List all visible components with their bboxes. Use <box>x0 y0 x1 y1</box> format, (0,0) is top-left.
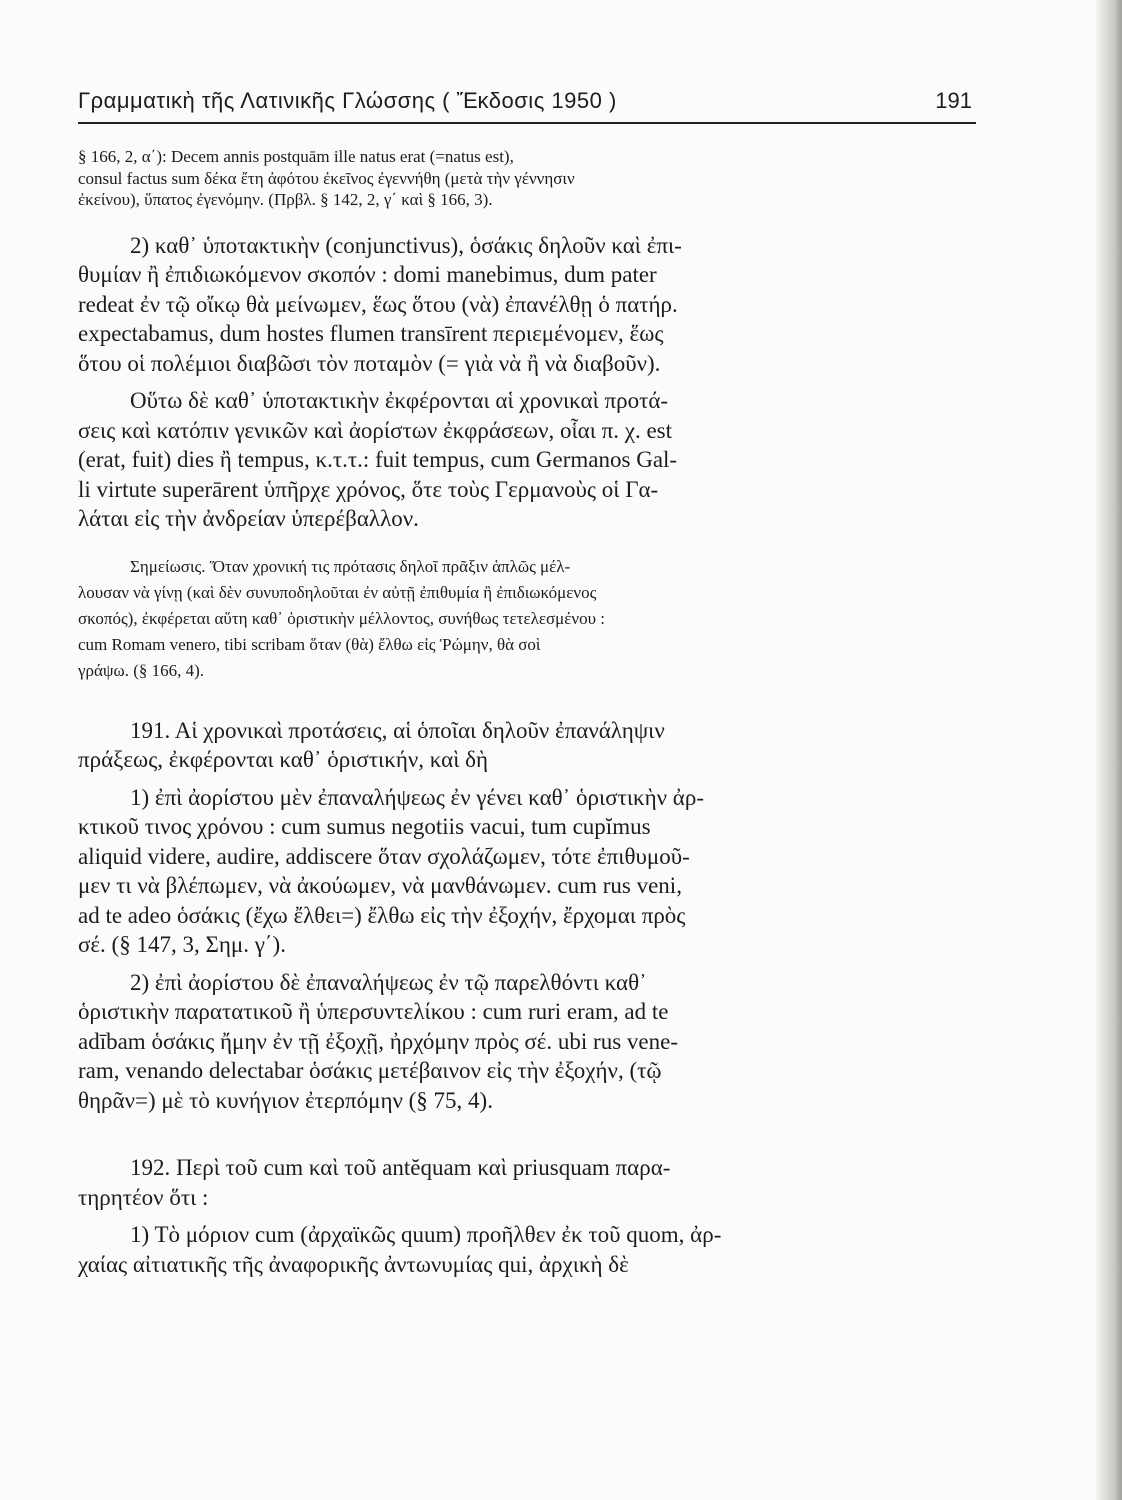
header-rule <box>78 122 976 124</box>
text-line: θηρᾶν=) μὲ τὸ κυνήγιον ἐτερπόμην (§ 75, 4). <box>78 1087 493 1113</box>
text-line: γράψω. (§ 166, 4). <box>78 660 205 680</box>
text-line: ὅτου οἱ πολέμιοι διαβῶσι τὸν ποταμὸν (= γιὰ νὰ ἢ νὰ διαβοῦν). <box>78 350 661 376</box>
text-line: μεν τι νὰ βλέπωμεν, νὰ ἀκούωμεν, νὰ μανθάνωμεν. cum rus veni, <box>78 873 682 898</box>
text-line: ad te adeo ὁσάκις (ἔχω ἔλθει=) ἔλθω εἰς τὴν ἐξοχήν, ἔρχομαι πρὸς <box>78 902 686 928</box>
text-line: λάται εἰς τὴν ἀνδρείαν ὑπερέβαλλον. <box>78 506 419 531</box>
text-line: adībam ὁσάκις ἤμην ἐν τῇ ἐξοχῇ, ἠρχόμην πρὸς σέ. ubi rus vene- <box>78 1028 678 1054</box>
text-line: κτικοῦ τινος χρόνου : cum sumus negotiis vacui, tum cupĭmus <box>78 814 651 839</box>
text-line: redeat ἐν τῷ οἴκῳ θὰ μείνωμεν, ἕως ὅτου (νὰ) ἐπανέλθῃ ὁ πατήρ. <box>78 291 678 317</box>
section-heading-line: 192. Περὶ τοῦ cum καὶ τοῦ antĕquam καὶ priusquam παρα- <box>130 1155 671 1180</box>
text-line: li virtute superārent ὑπῆρχε χρόνος, ὅτε τοὺς Γερμανοὺς οἱ Γα- <box>78 476 659 502</box>
text-line: θυμίαν ἢ ἐπιδιωκόμενον σκοπόν : domi manebimus, dum pater <box>78 262 657 287</box>
page-body <box>78 146 976 1287</box>
text-line: cum Romam venero, tibi scribam ὅταν (θὰ) ἔλθω εἰς Ῥώμην, θὰ σοὶ <box>78 634 541 654</box>
text-line: ὁριστικὴν παρατατικοῦ ἢ ὑπερσυντελίκου : cum ruri eram, ad te <box>78 999 669 1024</box>
text-line: ram, venando delectabar ὁσάκις μετέβαινον εἰς τὴν ἐξοχήν, (τῷ <box>78 1058 662 1083</box>
paragraph-subjunctive <box>78 231 976 379</box>
text-line: τηρητέον ὅτι : <box>78 1184 209 1210</box>
text-line: χαίας αἰτιατικῆς τῆς ἀναφορικῆς ἀντωνυμίας qui, ἀρχικὴ δὲ <box>78 1251 629 1277</box>
header-title: Γραμματικὴ τῆς Λατινικῆς Γλώσσης ( Ἔκδοσις 1950 ) <box>78 88 617 113</box>
text-line: expectabamus, dum hostes flumen transīrent περιεμένομεν, ἕως <box>78 321 664 346</box>
text-line: σέ. (§ 147, 3, Σημ. γ΄). <box>78 932 286 957</box>
running-header <box>78 88 978 124</box>
text-line: 2) καθ᾽ ὑποτακτικὴν (conjunctivus), ὁσάκις δηλοῦν καὶ ἐπι- <box>130 232 682 258</box>
text-line: σκοπός), ἐκφέρεται αὕτη καθ᾽ ὁριστικὴν μέλλοντος, συνήθως τετελεσμένου : <box>78 608 605 628</box>
section-heading-line: 191. Αἱ χρονικαὶ προτάσεις, αἱ ὁποῖαι δηλοῦν ἐπανάληψιν <box>130 717 665 743</box>
text-line: § 166, 2, α΄): Decem annis postquām ille natus erat (=natus est), <box>78 147 514 166</box>
note-paragraph <box>78 554 976 684</box>
page-edge-shadow <box>1096 0 1122 1500</box>
paragraph-reference <box>78 146 976 211</box>
text-line: aliquid videre, audire, addiscere ὅταν σχολάζωμεν, τότε ἐπιθυμοῦ- <box>78 843 690 869</box>
section-192-item-1 <box>78 1220 976 1279</box>
text-line: consul factus sum δέκα ἔτη ἀφότου ἐκεῖνος ἐγεννήθη (μετὰ τὴν γέννησιν <box>78 168 575 188</box>
section-191 <box>78 716 976 775</box>
text-line: 1) Τὸ μόριον cum (ἀρχαϊκῶς quum) προῆλθεν ἐκ τοῦ quom, ἀρ- <box>130 1222 722 1247</box>
text-line: 1) ἐπὶ ἀορίστου μὲν ἐπαναλήψεως ἐν γένει καθ᾽ ὁριστικὴν ἀρ- <box>130 784 704 810</box>
text-line: ἐκείνου), ὕπατος ἐγενόμην. (Πρβλ. § 142, 2, γ΄ καὶ § 166, 3). <box>78 190 493 209</box>
text-line: σεις καὶ κατόπιν γενικῶν καὶ ἀορίστων ἐκφράσεων, οἷαι π. χ. est <box>78 417 673 443</box>
section-191-item-2 <box>78 968 976 1116</box>
page-number: 191 <box>935 88 972 113</box>
text-line: 2) ἐπὶ ἀορίστου δὲ ἐπαναλήψεως ἐν τῷ παρελθόντι καθ᾽ <box>130 969 647 995</box>
text-line: Σημείωσις. Ὅταν χρονική τις πρότασις δηλοῖ πρᾶξιν ἁπλῶς μέλ- <box>130 556 571 576</box>
text-line: πράξεως, ἐκφέρονται καθ᾽ ὁριστικήν, καὶ δὴ <box>78 747 489 772</box>
text-line: Οὕτω δὲ καθ᾽ ὑποτακτικὴν ἐκφέρονται αἱ χρονικαὶ προτά- <box>130 388 669 413</box>
text-line: λουσαν νὰ γίνῃ (καὶ δὲν συνυποδηλοῦται ἐν αὐτῇ ἐπιθυμία ἢ ἐπιδιωκόμενος <box>78 582 597 602</box>
section-192 <box>78 1153 976 1212</box>
text-line: (erat, fuit) dies ἢ tempus, κ.τ.τ.: fuit tempus, cum Germanos Gal- <box>78 447 678 472</box>
section-191-item-1 <box>78 783 976 960</box>
paragraph-temporal-clauses <box>78 386 976 534</box>
